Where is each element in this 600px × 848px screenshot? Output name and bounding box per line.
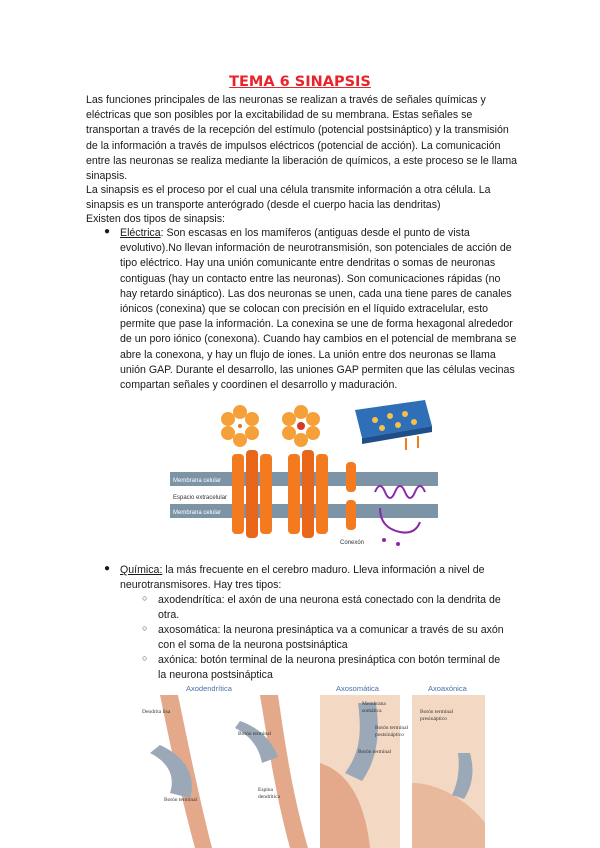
postsynaptic-button-label-2: postsináptico xyxy=(375,732,405,738)
membrane-label: Membrana xyxy=(362,701,386,707)
connexin-hexamer-open-icon xyxy=(282,405,320,447)
connexon-label: Conexón xyxy=(340,540,365,546)
presynaptic-button-label-2: presináptico xyxy=(420,716,447,722)
extracellular-label: Espacio extracelular xyxy=(173,495,228,501)
connexon-channel-right-icon xyxy=(288,450,328,538)
membrane-label-1: Membrana celular xyxy=(173,478,222,484)
terminal-button-a-label: Botón terminal xyxy=(164,797,198,803)
quimica-text: la más frecuente en el cerebro maduro. Lleva información a nivel de neurotransmisores. Hay tres tipos: xyxy=(120,564,485,592)
postsynaptic-button-label-1: Botón terminal xyxy=(375,725,409,731)
quimica-type-axosomatica: axosomática: la neurona presináptica va a comunicar a través de su axón con el soma de la neurona postsináptica xyxy=(158,624,504,652)
axosomatic-label: Axosomática xyxy=(336,684,379,693)
electrica-text: : Son escasas en los mamíferos (antiguas desde el punto de vista evolutivo).No llevan información de neurotransmisión, son potenciales de acción de tipo eléctrico. Hay una unión comunicante entre dendritas o somas de neuronas contiguas (hay un contacto entre las neuronas). Son comunicaciones rápidas (no hay retardo sináptico). Las dos neuronas se unen, cada una tiene pares de canales iónicos (conexina) que se colocan con precisión en el líquido extracelular, esto permite que pase la información. La conexina se une de forma hexagonal alrededor de un poro iónico (conexona). Cuando hay cambios en el potencial de membrana se abre la conexona, y hay un flujo de iones. La unión entre dos neuronas se llama unión GAP. Durante el desarrollo, las uniones GAP permiten que las células vecinas compartan señales y coordinen el desarrollo y maduración. xyxy=(120,227,517,392)
intro-paragraph: Las funciones principales de las neuronas se realizan a través de señales químicas y eléctricas que son posibles por la excitabilidad de su membrana. Estas señales se transportan a través de la recepción del estímulo (potencial postsináptico) y la transmisión de la información a través de impulsos eléctricos (potencial de acción). La comunicación entre las neuronas se realiza mediante la liberación de químicos, a este proceso se le llama sinapsis. xyxy=(86,94,518,183)
spine-label: Espina xyxy=(258,787,273,793)
electrica-item xyxy=(120,226,520,393)
terminal-button-c-label: Botón terminal xyxy=(358,749,392,755)
membrane-plate-icon xyxy=(355,400,432,450)
presynaptic-button-label-1: Botón terminal xyxy=(420,709,454,715)
bullet-dot-quimica: ● xyxy=(104,563,111,574)
connexin-subunit-icon xyxy=(346,462,356,530)
membrane-label-2: Membrana celular xyxy=(173,510,222,516)
smooth-dendrite-label: Dendrita lisa xyxy=(142,709,171,715)
page-title: TEMA 6 SINAPSIS xyxy=(229,74,371,90)
quimica-type-axodendritica: axodendrítica: el axón de una neurona está conectado con la dendrita de otra. xyxy=(158,594,501,622)
sub-bullet-3: ○ xyxy=(142,653,148,663)
terminal-c-icon xyxy=(396,542,400,546)
terminal-button-b-label: Botón terminal xyxy=(238,731,272,737)
quimica-term: Química: xyxy=(120,564,163,576)
connexin-hexamer-closed-icon xyxy=(221,405,259,447)
terminal-n-icon xyxy=(382,538,386,542)
quimica-type-axonica: axónica: botón terminal de la neurona presináptica con botón terminal de la neurona postsináptica xyxy=(158,654,501,682)
definition-paragraph: La sinapsis es el proceso por el cual una célula transmite información a otra célula. La sinapsis es un transporte anterógrado (desde el cuerpo hacia las dendritas) xyxy=(86,184,491,212)
sub-bullet-2: ○ xyxy=(142,623,148,633)
sub-bullet-1: ○ xyxy=(142,593,148,603)
axodendritic-label: Axodendrítica xyxy=(186,684,232,693)
quimica-item xyxy=(120,563,522,593)
somatic-label: somática xyxy=(362,708,382,714)
electrica-term: Eléctrica xyxy=(120,227,161,239)
gap-junction-figure xyxy=(170,392,438,557)
bullet-dot-electrica: ● xyxy=(104,226,111,237)
dendritic-label: dendrítica xyxy=(258,794,280,800)
types-intro: Existen dos tipos de sinapsis: xyxy=(86,213,225,225)
synapse-types-figure xyxy=(140,683,485,848)
axoaxonic-label: Axoaxónica xyxy=(428,684,467,693)
connexon-channel-left-icon xyxy=(232,450,272,538)
